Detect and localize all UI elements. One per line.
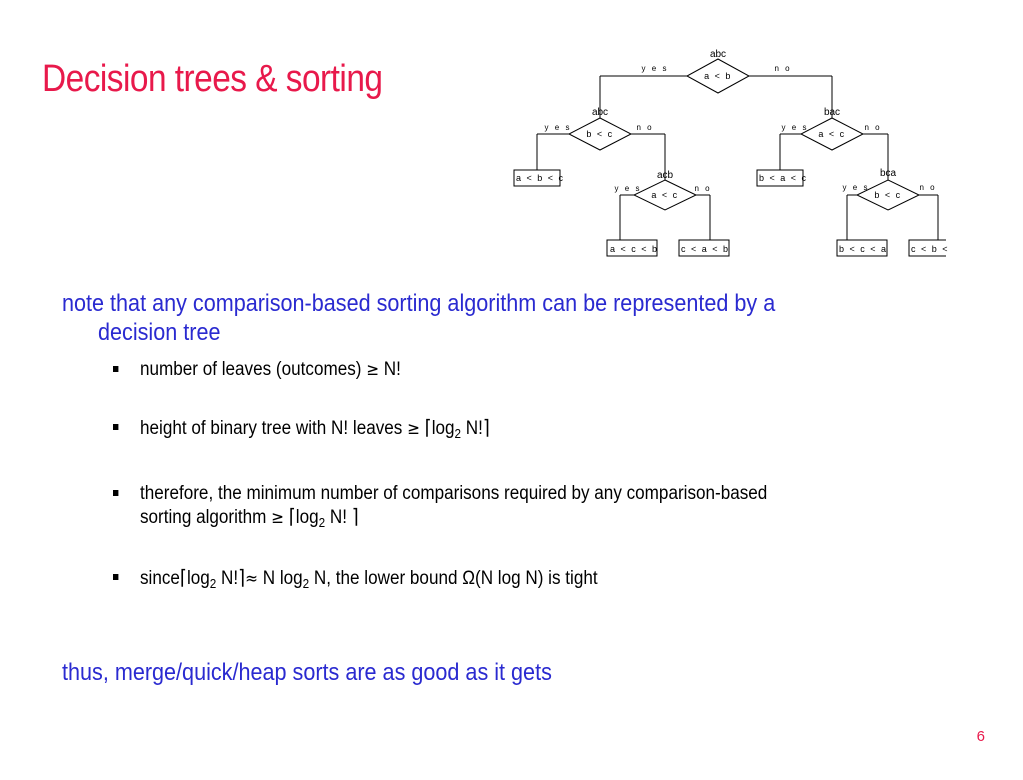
left-node-label: abc — [591, 107, 609, 118]
log-base: 2 — [302, 576, 310, 591]
right-node-label: bac — [823, 107, 841, 118]
left-ceiling-symbol: ⌈ — [424, 415, 432, 439]
log-base: 2 — [209, 576, 217, 591]
sub1-text: number of leaves (outcomes) — [140, 359, 367, 380]
sub-bullet-therefore — [113, 482, 923, 530]
leaf-cab: c < a < b — [681, 244, 730, 254]
bullet-note — [62, 289, 872, 347]
log-base: 2 — [454, 426, 462, 441]
acb-no-label: n o — [694, 184, 712, 193]
bca-no-label: n o — [919, 183, 937, 192]
page-number: 6 — [976, 728, 985, 745]
log-text: log — [295, 507, 319, 528]
left-node-condition: b < c — [586, 129, 614, 139]
leaf-acb: a < c < b — [610, 244, 659, 254]
root-label: abc — [709, 49, 727, 60]
log-text: log — [431, 418, 455, 439]
square-bullet-icon — [113, 424, 118, 430]
sub1-tail: N! — [379, 359, 401, 380]
approx-symbol: ≈ — [245, 569, 258, 589]
ge-symbol: ≥ — [407, 419, 420, 439]
ge-symbol: ≥ — [366, 360, 380, 380]
acb-node-condition: a < c — [651, 190, 679, 200]
log-text: log — [186, 568, 210, 589]
right-ceiling-symbol: ⌉ — [351, 504, 359, 528]
left-ceiling-symbol: ⌈ — [179, 565, 187, 589]
left-yes-label: y e s — [544, 123, 572, 132]
sub-bullet-leaves — [113, 358, 923, 382]
leaf-abc: a < b < c — [516, 173, 565, 183]
log-arg: N! — [325, 507, 352, 528]
log-base: 2 — [318, 515, 326, 530]
bca-node-condition: b < c — [874, 190, 902, 200]
bullet-thus-text: thus, merge/quick/heap sorts are as good as it gets — [62, 659, 552, 686]
leaf-bac: b < a < c — [759, 173, 808, 183]
root-no-label: n o — [774, 64, 792, 73]
sub4-since: since — [140, 568, 180, 589]
log-arg: N! — [461, 418, 483, 439]
left-ceiling-symbol: ⌈ — [288, 504, 296, 528]
leaf-bca: b < c < a — [839, 244, 888, 254]
square-bullet-icon — [113, 574, 118, 580]
decision-tree-diagram — [0, 0, 1023, 280]
right-yes-label: y e s — [781, 123, 809, 132]
square-bullet-icon — [113, 490, 118, 496]
ge-symbol: ≥ — [271, 508, 284, 528]
sub-bullet-since — [113, 566, 923, 591]
right-ceiling-symbol: ⌉ — [482, 415, 490, 439]
sub4-rest2: N, the lower bound Ω(N log N) is tight — [309, 568, 598, 589]
slide-title: Decision trees & sorting — [42, 58, 383, 100]
right-node-condition: a < c — [818, 129, 846, 139]
sub-bullet-height — [113, 416, 923, 441]
acb-node-label: acb — [656, 170, 674, 181]
bullet-thus — [62, 658, 872, 687]
left-no-label: n o — [636, 123, 654, 132]
bullet-note-line2: decision tree — [98, 319, 221, 346]
right-ceiling-symbol: ⌉ — [238, 565, 246, 589]
bca-node-label: bca — [879, 168, 897, 179]
sub4-rest1: N log — [257, 568, 303, 589]
bca-yes-label: y e s — [842, 183, 870, 192]
sub2-text: height of binary tree with N! leaves — [140, 418, 408, 439]
acb-yes-label: y e s — [614, 184, 642, 193]
square-bullet-icon — [113, 366, 118, 372]
right-no-label: n o — [864, 123, 882, 132]
leaf-cba: c < b < — [911, 244, 950, 254]
log-arg: N! — [216, 568, 239, 589]
sub3-line1: therefore, the minimum number of comparisons required by any comparison-based — [140, 483, 768, 504]
root-condition: a < b — [704, 71, 732, 81]
bullet-note-line1: note that any comparison-based sorting algorithm can be represented by a — [62, 290, 776, 317]
root-yes-label: y e s — [641, 64, 669, 73]
sub3-line2: sorting algorithm — [140, 507, 272, 528]
